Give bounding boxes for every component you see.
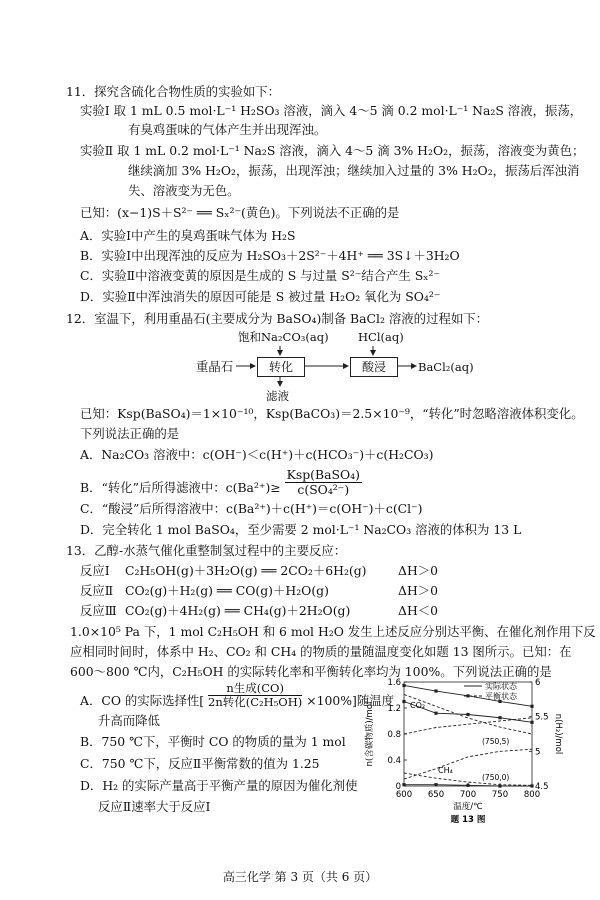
reaction-2-equation: CO₂(g)＋H₂(g) ══ CO(g)＋H₂O(g) bbox=[125, 583, 329, 598]
flow-reagent-hcl: HCl(aq) bbox=[358, 330, 404, 344]
q13-option-a-pre: A．CO 的实际选择性[ bbox=[80, 693, 205, 708]
label-ch4: CH₄ bbox=[438, 766, 453, 775]
series-point-0 bbox=[530, 705, 533, 708]
series-point-2 bbox=[402, 700, 405, 703]
q11-exp2-line1: 实验Ⅱ 取 1 mL 0.2 mol·L⁻¹ Na₂S 溶液，滴入 4～5 滴 3% H₂O₂，振荡，溶液变为黄色； bbox=[80, 143, 585, 158]
reaction-3-label: 反应Ⅲ bbox=[80, 603, 117, 618]
x-tick-label: 700 bbox=[459, 790, 477, 800]
q13-option-d-line2: 反应Ⅱ速率大于反应Ⅰ bbox=[98, 799, 211, 814]
reaction-1-equation: C₂H₅OH(g)＋3H₂O(g) ══ 2CO₂＋6H₂(g) bbox=[125, 563, 367, 578]
fraction-denominator: 2n转化(C₂H₅OH) bbox=[208, 695, 303, 709]
figure-caption: 题 13 图 bbox=[450, 815, 486, 825]
y-right-axis-label: n(H₂)/mol bbox=[553, 713, 563, 755]
q11-title: 11．探究含硫化合物性质的实验如下： bbox=[66, 84, 281, 99]
flow-box-convert: 转化 bbox=[257, 357, 305, 377]
q13-para-line2: 应相同时间时，体系中 H₂、CO₂ 和 CH₄ 的物质的量随温度变化如题 13 图所示。已知：在 bbox=[70, 644, 572, 659]
x-tick-label: 800 bbox=[523, 790, 541, 800]
x-tick-label: 650 bbox=[427, 790, 445, 800]
flow-product-bacl2: BaCl₂(aq) bbox=[418, 360, 474, 374]
label-point-750-5: (750,5) bbox=[482, 737, 510, 746]
series-point-6 bbox=[466, 784, 469, 787]
q13-option-d-line1: D．H₂ 的实际产量高于平衡产量的原因为催化剂使 bbox=[80, 778, 358, 793]
q11-option-c: C．实验Ⅱ中溶液变黄的原因是生成的 S 与过量 S²⁻结合产生 Sₓ²⁻ bbox=[80, 268, 440, 283]
series-point-6 bbox=[434, 783, 437, 786]
q12-known: 已知：Ksp(BaSO₄)＝1×10⁻¹⁰，Ksp(BaCO₃)＝2.5×10⁻⁹，“转化”时忽略溶液体积变化。 bbox=[80, 406, 584, 421]
reaction-1-dh: ΔH＞0 bbox=[398, 563, 439, 578]
y-left-tick-label: 0 bbox=[395, 782, 401, 792]
flow-start-barite: 重晶石 bbox=[196, 359, 234, 374]
q12-title: 12．室温下，利用重晶石(主要成分为 BaSO₄)制备 BaCl₂ 溶液的过程如下： bbox=[66, 311, 489, 326]
q12-option-a: A．Na₂CO₃ 溶液中：c(OH⁻)＜c(H⁺)＋c(HCO₃⁻)＋c(H₂CO₃) bbox=[80, 447, 434, 462]
q11-known: 已知：(x−1)S＋S²⁻ ══ Sₓ²⁻(黄色)。下列说法不正确的是 bbox=[80, 205, 400, 220]
y-left-tick-label: 1.6 bbox=[387, 678, 401, 688]
fraction-numerator: Ksp(BaSO₄) bbox=[286, 467, 360, 482]
x-axis-label: 温度/℃ bbox=[453, 802, 483, 812]
series-point-2 bbox=[498, 716, 501, 719]
y-left-tick-label: 1.2 bbox=[387, 704, 401, 714]
series-point-2 bbox=[434, 712, 437, 715]
y-right-tick-label: 6 bbox=[535, 678, 541, 688]
y-right-tick-label: 5 bbox=[535, 747, 541, 758]
q13-title: 13．乙醇-水蒸气催化重整制氢过程中的主要反应： bbox=[66, 543, 347, 558]
q13-para-line1: 1.0×10⁵ Pa 下，1 mol C₂H₅OH 和 6 mol H₂O 发生上述反应分别达平衡、在催化剂作用下反 bbox=[70, 624, 596, 639]
label-point-750-0: (750,0) bbox=[482, 773, 510, 782]
reaction-2-label: 反应Ⅱ bbox=[80, 583, 114, 598]
series-point-2 bbox=[466, 713, 469, 716]
reaction-3-equation: CO₂(g)＋4H₂(g) ══ CH₄(g)＋2H₂O(g) bbox=[125, 603, 351, 618]
series-point-2 bbox=[530, 721, 533, 724]
q13-option-a-line2: 升高而降低 bbox=[98, 713, 160, 728]
x-tick-label: 750 bbox=[491, 790, 509, 800]
y-left-axis-label: n(含碳物质)/mol bbox=[365, 701, 375, 767]
fraction-numerator: n生成(CO) bbox=[208, 682, 302, 696]
y-right-tick-label: 4.5 bbox=[535, 782, 549, 792]
legend-actual-label: 实际状态 bbox=[485, 682, 517, 691]
figure-13-chart bbox=[356, 676, 564, 838]
flow-waste-filtrate: 滤液 bbox=[266, 389, 289, 403]
flow-box-acid-leach: 酸浸 bbox=[350, 357, 398, 377]
series-point-6 bbox=[530, 784, 533, 787]
page-footer: 高三化学 第 3 页（共 6 页） bbox=[222, 870, 378, 884]
label-co2: CO₂ bbox=[410, 701, 426, 710]
q12-option-b bbox=[80, 467, 362, 503]
reaction-2-dh: ΔH＞0 bbox=[398, 583, 439, 598]
reaction-3-dh: ΔH＜0 bbox=[398, 603, 439, 618]
q13-option-a bbox=[80, 681, 395, 715]
q12-option-c: C．“酸浸”后所得溶液中：c(Ba²⁺)＋c(H⁺)＝c(OH⁻)＋c(Cl⁻) bbox=[80, 501, 423, 516]
q11-option-b: B．实验Ⅰ中出现浑浊的反应为 H₂SO₃＋2S²⁻＋4H⁺ ══ 3S↓＋3H₂O bbox=[80, 248, 460, 263]
x-tick-label: 600 bbox=[395, 790, 413, 800]
flow-arrows bbox=[0, 0, 600, 420]
y-left-tick-label: 0.8 bbox=[387, 730, 401, 740]
q11-exp1-line2: 有臭鸡蛋味的气体产生并出现浑浊。 bbox=[128, 122, 327, 137]
series-line-3 bbox=[404, 718, 532, 734]
q11-exp2-line2: 继续滴加 3% H₂O₂，振荡，出现浑浊；继续加入过量的 3% H₂O₂，振荡后浑浊消 bbox=[128, 163, 580, 178]
series-point-6 bbox=[402, 783, 405, 786]
flow-reagent-na2co3: 饱和Na₂CO₃(aq) bbox=[238, 330, 329, 344]
legend-equilibrium-label: 平衡状态 bbox=[485, 692, 517, 701]
series-point-0 bbox=[434, 689, 437, 692]
q11-exp2-line3: 失、溶液变为无色。 bbox=[128, 183, 240, 198]
y-right-tick-label: 5.5 bbox=[535, 712, 549, 723]
q13-para-line3: 600～800 ℃内，C₂H₅OH 的实际转化率和平衡转化率均为 100%。下列说法正确的是 bbox=[70, 664, 552, 679]
fraction-denominator: c(SO₄²⁻) bbox=[297, 482, 350, 497]
q13-option-b: B．750 ℃下，平衡时 CO 的物质的量为 1 mol bbox=[80, 734, 346, 749]
q13-option-c: C．750 ℃下，反应Ⅱ平衡常数的值为 1.25 bbox=[80, 756, 320, 771]
series-point-6 bbox=[498, 784, 501, 787]
q12-option-d: D．完全转化 1 mol BaSO₄，至少需要 2 mol·L⁻¹ Na₂CO₃ 溶液的体积为 13 L bbox=[80, 522, 522, 537]
q13-option-a-fraction bbox=[208, 682, 302, 709]
q11-exp1-line1: 实验Ⅰ 取 1 mL 0.5 mol·L⁻¹ H₂SO₃ 溶液，滴入 4～5 滴 0.2 mol·L⁻¹ Na₂S 溶液，振荡， bbox=[80, 103, 583, 118]
q12-ask: 下列说法正确的是 bbox=[80, 426, 180, 441]
series-point-0 bbox=[402, 684, 405, 687]
series-line-4 bbox=[404, 749, 532, 779]
q11-option-d: D．实验Ⅱ中浑浊消失的原因可能是 S 被过量 H₂O₂ 氧化为 SO₄²⁻ bbox=[80, 289, 441, 304]
q12-option-b-fraction bbox=[285, 468, 362, 497]
q12-option-b-text: B．“转化”后所得滤液中：c(Ba²⁺)≥ bbox=[80, 480, 281, 495]
q11-option-a: A．实验Ⅰ中产生的臭鸡蛋味气体为 H₂S bbox=[80, 228, 296, 243]
reaction-1-label: 反应Ⅰ bbox=[80, 563, 110, 578]
q13-option-a-post: ×100%]随温度 bbox=[306, 693, 395, 708]
y-left-tick-label: 0.4 bbox=[387, 756, 401, 766]
